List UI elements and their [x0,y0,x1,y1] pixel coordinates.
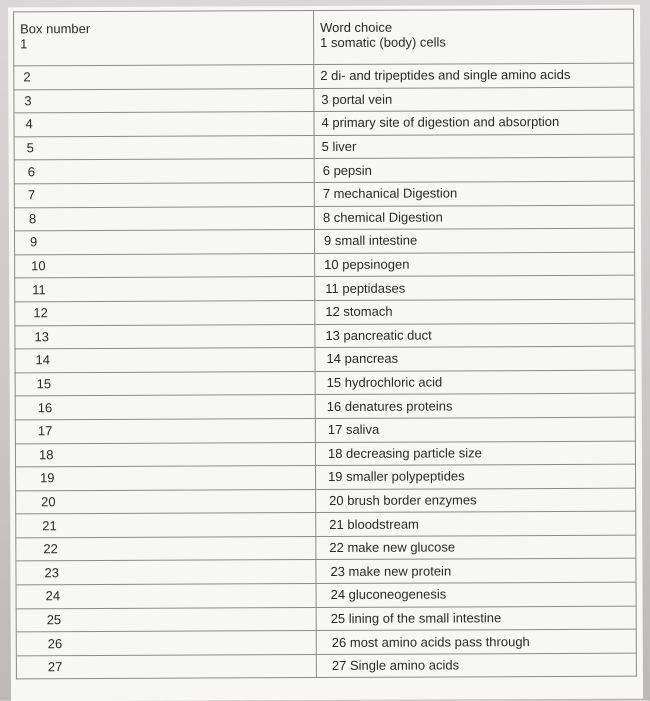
table-row [14,181,634,207]
word-choice-cell: 24 gluconeogenesis [316,582,636,607]
word-choice-cell: 8 chemical Digestion [314,205,634,230]
table-row [16,559,636,585]
table-row [15,393,635,419]
word-choice-cell: 27 Single amino acids [316,653,636,678]
table-row [15,252,635,278]
table-row [16,511,636,537]
box-number-cell: 27 [16,654,316,679]
word-choice-cell: 17 saliva [315,417,635,442]
word-choice-first: 1 somatic (body) cells [320,34,446,51]
table-row [16,535,636,561]
box-number-cell: 21 [16,513,316,538]
box-number-cell: 3 [14,88,314,113]
table-row [16,582,636,608]
box-number-cell: 17 [15,418,315,443]
box-number-cell: 7 [14,183,314,208]
table-row [14,158,634,184]
word-choice-cell: 2 di- and tripeptides and single amino acids [314,63,634,88]
word-choice-cell: 16 denatures proteins [315,393,635,418]
box-number-cell: 19 [16,466,316,491]
word-choice-cell: 3 portal vein [314,87,634,112]
table-row [14,228,634,254]
box-number-cell: 13 [15,324,315,349]
box-number-cell: 16 [15,395,315,420]
word-choice-cell: 14 pancreas [315,346,635,371]
table-row [16,488,636,514]
word-choice-cell: 22 make new glucose [316,535,636,560]
box-number-cell: 8 [14,206,314,231]
box-number-cell: 10 [15,253,315,278]
word-choice-cell: 11 peptidases [315,275,635,300]
box-number-cell: 15 [15,371,315,396]
box-number-cell: 6 [14,159,314,184]
box-number-cell: 4 [14,112,314,137]
box-number-first: 1 [20,36,28,52]
box-number-header-cell [14,11,314,66]
table-row [14,134,634,160]
word-choice-cell: 13 pancreatic duct [315,323,635,348]
word-choice-cell: 25 lining of the small intestine [316,606,636,631]
box-number-cell: 5 [14,135,314,160]
worksheet-page [8,5,643,701]
box-number-cell: 12 [15,300,315,325]
box-number-cell: 20 [16,489,316,514]
box-number-cell: 11 [15,277,315,302]
table-row [14,63,634,89]
box-number-cell: 24 [16,584,316,609]
word-choice-cell: 20 brush border enzymes [316,488,636,513]
word-choice-cell: 18 decreasing particle size [315,441,635,466]
word-choice-table [13,9,637,680]
word-choice-cell: 9 small intestine [314,228,634,253]
word-choice-cell: 5 liver [314,134,634,159]
table-row [15,417,635,443]
table-row [15,441,635,467]
box-number-header: Box number [20,21,91,37]
table-header-row [14,9,634,66]
box-number-cell: 9 [14,230,314,255]
word-choice-cell: 10 pepsinogen [315,252,635,277]
word-choice-cell: 6 pepsin [314,158,634,183]
box-number-cell: 25 [16,607,316,632]
word-choice-cell: 21 bloodstream [316,511,636,536]
table-row [16,606,636,632]
word-choice-cell: 23 make new protein [316,559,636,584]
table-row [16,629,636,655]
word-choice-cell: 19 smaller polypeptides [316,464,636,489]
table-row [15,299,635,325]
box-number-cell: 14 [15,348,315,373]
box-number-cell: 26 [16,631,316,656]
word-choice-header-cell [314,9,634,64]
table-row [15,370,635,396]
word-choice-header: Word choice [320,19,393,36]
word-choice-cell: 7 mechanical Digestion [314,181,634,206]
box-number-cell: 22 [16,536,316,561]
box-number-cell: 18 [15,442,315,467]
table-row [15,275,635,301]
table-row [14,110,634,136]
word-choice-cell: 4 primary site of digestion and absorption [314,110,634,135]
box-number-cell: 2 [14,65,314,90]
word-choice-cell: 12 stomach [315,299,635,324]
table-row [14,87,634,113]
word-choice-cell: 26 most amino acids pass through [316,629,636,654]
word-choice-cell: 15 hydrochloric acid [315,370,635,395]
table-row [16,464,636,490]
table-row [16,653,636,679]
table-row [15,323,635,349]
box-number-cell: 23 [16,560,316,585]
table-row [14,205,634,231]
table-row [15,346,635,372]
